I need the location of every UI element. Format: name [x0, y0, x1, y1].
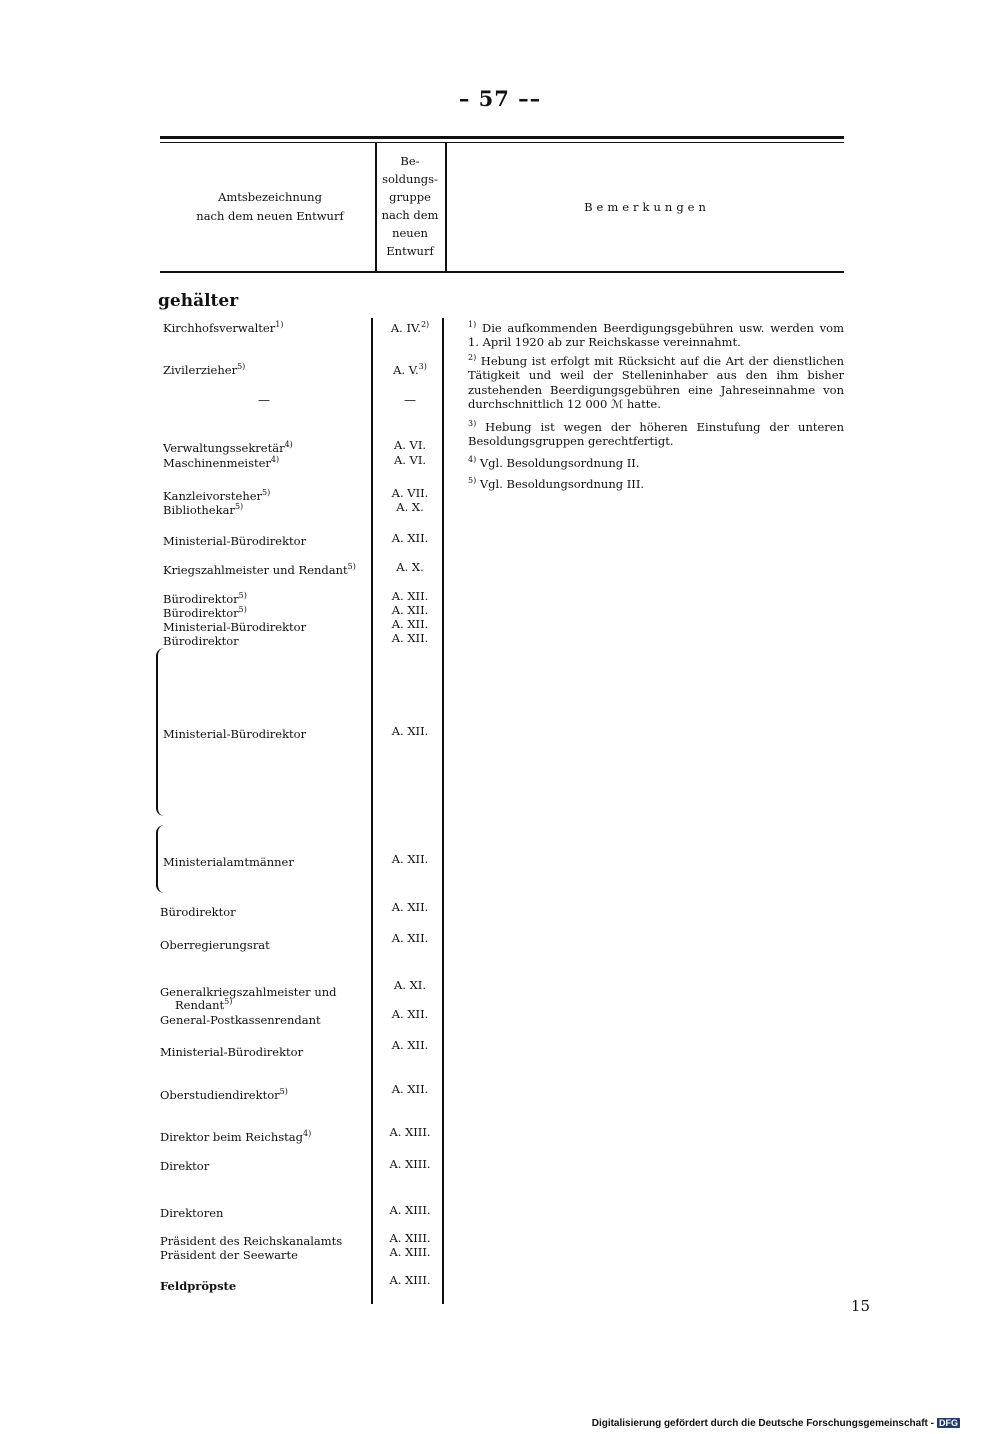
entry-group: A. V.$^{3)}$: [393, 362, 427, 377]
page-number-dash-left: –: [458, 86, 479, 111]
entry-title: Ministerial-Bürodirektor: [163, 726, 307, 741]
entry-title: Direktor: [160, 1158, 210, 1173]
page-number-value: 57: [478, 86, 510, 111]
entry-title: Ministerial-Bürodirektor: [160, 1044, 304, 1059]
header-col-group-line: Entwurf: [386, 244, 434, 258]
entry-group: A. XIII.: [389, 1273, 431, 1287]
header-col-group-line: neuen: [392, 226, 428, 240]
entry-title: Direktor beim Reichstag$^{4)}$: [160, 1129, 312, 1144]
entry-group: A. XII.: [391, 1038, 429, 1052]
entry-group: A. XII.: [391, 900, 429, 914]
entry-title: Ministerial-Bürodirektor: [163, 619, 307, 634]
entry-group: A. VI.: [393, 438, 427, 452]
entry-title: Generalkriegszahlmeister und: [160, 984, 337, 999]
header-col-title-line: Amtsbezeichnung: [218, 190, 322, 204]
entry-group: A. XIII.: [389, 1157, 431, 1171]
entry-title: Direktoren: [160, 1205, 224, 1220]
header-col-group: [372, 152, 448, 260]
entry-dash: —: [258, 393, 270, 407]
entry-group: A. X.: [396, 500, 424, 514]
entry-title: Präsident des Reichskanalamts: [160, 1233, 343, 1248]
remark-note: $^{4)}$ Vgl. Besoldungsordnung II.: [468, 455, 640, 470]
entry-title: Rendant$^{5)}$: [175, 997, 233, 1012]
entry-title: Bürodirektor$^{5)}$: [163, 605, 247, 620]
column-divider-right: [445, 143, 447, 271]
header-col-remarks-label: Bemerkungen: [584, 200, 710, 214]
entry-group: A. IV.$^{2)}$: [390, 320, 430, 335]
header-col-group-line: gruppe: [389, 190, 431, 204]
signature-number: 15: [850, 1297, 870, 1315]
entry-title: Bürodirektor: [160, 904, 236, 919]
entry-group: A. XII.: [391, 631, 429, 645]
entry-group: A. X.: [396, 560, 424, 574]
entry-title: Oberregierungsrat: [160, 937, 270, 952]
entry-group: A. XII.: [391, 724, 429, 738]
remark-note: $^{5)}$ Vgl. Besoldungsordnung III.: [468, 476, 645, 491]
top-rule-thick: [160, 136, 844, 139]
header-col-remarks: [450, 198, 844, 217]
entry-title: Kirchhofsverwalter$^{1)}$: [163, 320, 284, 335]
entry-title: Bibliothekar$^{5)}$: [163, 502, 244, 517]
entry-title: Zivilerzieher$^{5)}$: [163, 362, 246, 377]
entry-group: A. XIII.: [389, 1125, 431, 1139]
entry-group: A. XII.: [391, 617, 429, 631]
header-col-group-line: soldungs-: [382, 172, 438, 186]
entry-group: A. XIII.: [389, 1203, 431, 1217]
entry-group: A. XIII.: [389, 1231, 431, 1245]
column-divider-left: [375, 143, 377, 271]
header-col-title-line: nach dem neuen Entwurf: [196, 209, 344, 223]
entry-group: A. XII.: [391, 1082, 429, 1096]
entry-group: A. VI.: [393, 453, 427, 467]
entry-title: Maschinenmeister$^{4)}$: [163, 455, 280, 470]
entry-group: A. XII.: [391, 931, 429, 945]
entry-group: A. XII.: [391, 1007, 429, 1021]
digitization-credit: [592, 1418, 960, 1429]
entry-title: Feldpröpste: [160, 1278, 237, 1293]
top-rule-thin: [160, 142, 844, 143]
entry-group-dash: —: [404, 393, 416, 407]
remark-note: $^{2)}$ Hebung ist erfolgt mit Rücksicht auf die Art der dienstlichen Tätigkeit und weil der Stelleninhaber aus den ihm bisher zustehenden Beerdigungsgebühren eine Jahreseinnahme von durchschnittlich 12 000 ℳ hatte.: [468, 353, 845, 412]
entry-title: Bürodirektor$^{5)}$: [163, 591, 247, 606]
entry-title: Verwaltungssekretär$^{4)}$: [163, 440, 293, 455]
entry-title: Ministerialamtmänner: [163, 854, 294, 869]
entry-group: A. XI.: [393, 978, 426, 992]
header-bottom-rule: [160, 271, 844, 273]
entry-title: Kanzleivorsteher$^{5)}$: [163, 488, 271, 503]
entry-group: A. XII.: [391, 603, 429, 617]
entry-title: General-Postkassenrendant: [160, 1012, 321, 1027]
entry-title: Oberstudiendirektor$^{5)}$: [160, 1087, 288, 1102]
entry-title: Präsident der Seewarte: [160, 1247, 298, 1262]
remark-note: $^{1)}$ Die aufkommenden Beerdigungsgebühren usw. werden vom 1. April 1920 ab zur Reichskasse vereinnahmt.: [468, 320, 844, 350]
credit-text: Digitalisierung gefördert durch die Deutsche Forschungsgemeinschaft -: [591, 1418, 934, 1429]
entry-group: A. XII.: [391, 589, 429, 603]
entry-group: A. XIII.: [389, 1245, 431, 1259]
remark-note: $^{3)}$ Hebung ist wegen der höheren Einstufung der unteren Besoldungsgruppen gerechtfertigt.: [468, 419, 844, 449]
entry-title: Kriegszahlmeister und Rendant$^{5)}$: [163, 562, 356, 577]
page-number: [440, 86, 560, 111]
header-col-title: [170, 188, 370, 226]
section-title: gehälter: [158, 291, 239, 311]
page-number-dash-right: ––: [509, 86, 542, 111]
entry-title: Ministerial-Bürodirektor: [163, 533, 307, 548]
header-col-group-line: Be-: [400, 154, 420, 168]
entry-group: A. XII.: [391, 531, 429, 545]
entry-title: Bürodirektor: [163, 633, 239, 648]
entry-group: A. VII.: [391, 486, 429, 500]
entry-group: A. XII.: [391, 852, 429, 866]
dfg-logo-icon: DFG: [939, 1418, 958, 1428]
header-col-group-line: nach dem: [381, 208, 439, 222]
